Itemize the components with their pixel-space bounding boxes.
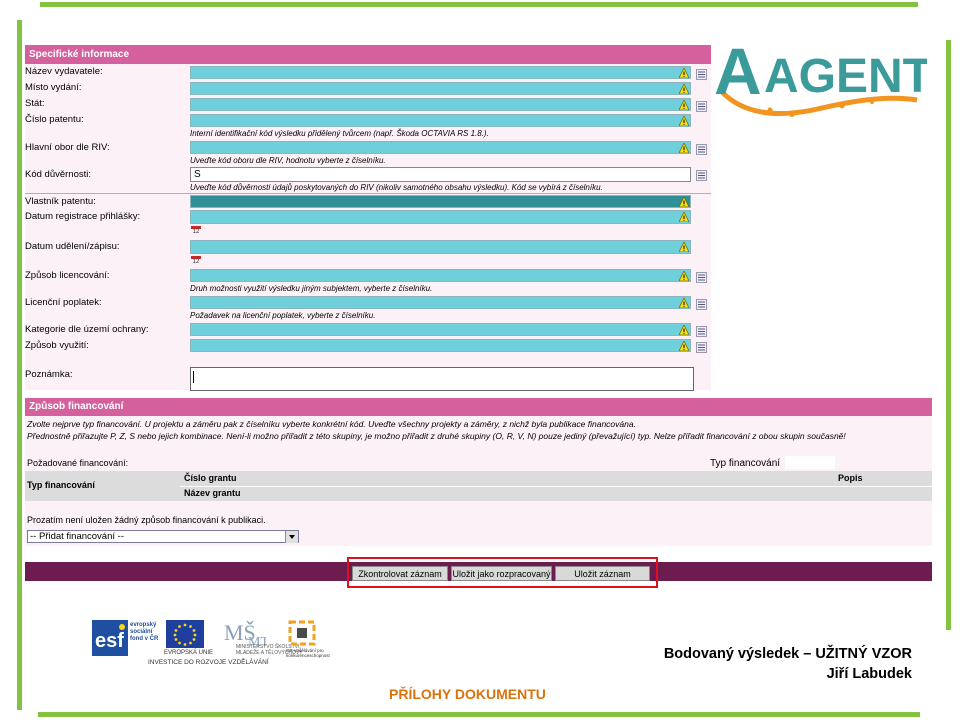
zpusob-licencovani-label: Způsob licencování: (25, 270, 110, 281)
nazev-vydavatele-label: Název vydavatele: (25, 66, 103, 77)
investice-text: INVESTICE DO ROZVOJE VZDĚLÁVÁNÍ (148, 659, 269, 666)
licencni-poplatek-field[interactable] (190, 296, 691, 309)
datum-registrace-label: Datum registrace přihlášky: (25, 211, 141, 222)
eu-text: EVROPSKÁ UNIE (164, 650, 214, 656)
col-cislo-grantu: Číslo grantu (184, 473, 237, 483)
warning-icon (679, 68, 689, 78)
vlastnik-patentu-label: Vlastník patentu: (25, 196, 96, 207)
cislo-patentu-field[interactable] (190, 114, 691, 127)
misto-vydani-label: Místo vydání: (25, 82, 82, 93)
frame-right-line (946, 40, 951, 630)
col-typ-financovani: Typ financování (27, 480, 95, 490)
save-record-button[interactable]: Uložit záznam (555, 566, 650, 581)
check-record-button[interactable]: Zkontrolovat záznam (352, 566, 448, 581)
add-financing-select[interactable] (27, 530, 299, 543)
op-vk-text: OP Vzdělávání pro konkurenceschopnost (286, 648, 330, 658)
kategorie-uzemi-label: Kategorie dle území ochrany: (25, 324, 149, 335)
warning-icon (679, 271, 689, 281)
save-draft-button[interactable]: Uložit jako rozpracovaný (451, 566, 552, 581)
kod-duvernosti-field[interactable]: S (190, 167, 691, 182)
poznamka-textarea[interactable] (190, 367, 694, 391)
warning-icon (679, 84, 689, 94)
zpusob-vyuziti-label: Způsob využití: (25, 340, 89, 351)
list-picker-icon[interactable] (696, 324, 707, 335)
hlavni-obor-field[interactable] (190, 141, 691, 154)
warning-icon (679, 197, 689, 207)
section-title: PŘÍLOHY DOKUMENTU (389, 686, 546, 702)
calendar-icon[interactable]: 12 (191, 226, 201, 236)
hlavni-obor-hint: Uveďte kód oboru dle RIV, hodnotu vyberte z číselníku. (190, 156, 386, 165)
financing-info-2: Přednostně přiřazujte P, Z, S nebo jejich kombinace. Není-li možno přiřadit z této skupiny, je možno přiřadit z druhé skupiny (O, R, V, N) pouze jediný (převažující) typ. Nelze přiřadit financování z obou skupin současně! (27, 431, 846, 441)
frame-bottom-line (38, 712, 920, 717)
licencni-poplatek-hint: Požadavek na licenční poplatek, vyberte z číselníku. (190, 311, 376, 320)
chevron-down-icon[interactable] (285, 531, 298, 543)
zpusob-licencovani-hint: Druh možnosti využití výsledku jiným subjektem, vyberte z číselníku. (190, 284, 433, 293)
datum-registrace-field[interactable] (190, 210, 691, 224)
datum-udeleni-field[interactable] (190, 240, 691, 254)
divider (180, 486, 932, 487)
list-picker-icon[interactable] (696, 297, 707, 308)
list-picker-icon[interactable] (696, 142, 707, 153)
msmt-text: MINISTERSTVO ŠKOLSTVÍ, MLÁDEŽE A TĚLOVÝCHOVY (236, 644, 303, 656)
empty-financing-note: Prozatím není uložen žádný způsob financování k publikaci. (27, 515, 266, 525)
datum-udeleni-label: Datum udělení/zápisu: (25, 241, 120, 252)
stat-label: Stát: (25, 98, 45, 109)
warning-icon (679, 212, 689, 222)
financing-info-1: Zvolte nejprve typ financování. U projektu a záměru pak z číselníku vyberte konkrétní kód. Uveďte všechny projekty a záměry, z nichž byla publikace financována. (27, 419, 636, 429)
typ-financovani-input[interactable] (785, 456, 835, 469)
zpusob-licencovani-field[interactable] (190, 269, 691, 282)
eu-flag-icon (166, 620, 204, 648)
list-picker-icon[interactable] (696, 99, 707, 110)
list-picker-icon[interactable] (696, 168, 707, 179)
cislo-patentu-hint: Interní identifikační kód výsledku přidělený tvůrcem (např. Škoda OCTAVIA RS 1.8.). (190, 129, 489, 138)
warning-icon (679, 242, 689, 252)
pozadovane-financovani-label: Požadované financování: (27, 458, 129, 468)
typ-financovani-right-label: Typ financování (710, 458, 781, 469)
divider (25, 193, 711, 194)
frame-left-line (17, 20, 22, 710)
slide-author: Jiří Labudek (826, 666, 912, 682)
svg-text:MŠ: MŠ (224, 620, 256, 645)
col-nazev-grantu: Název grantu (184, 488, 241, 498)
list-picker-icon[interactable] (696, 270, 707, 281)
warning-icon (679, 116, 689, 126)
frame-top-line (40, 2, 918, 7)
hlavni-obor-label: Hlavní obor dle RIV: (25, 142, 110, 153)
cislo-patentu-label: Číslo patentu: (25, 114, 84, 125)
col-popis: Popis (838, 473, 863, 483)
warning-icon (679, 341, 689, 351)
zpusob-vyuziti-field[interactable] (190, 339, 691, 352)
specific-info-header: Specifické informace (25, 45, 711, 64)
vlastnik-patentu-field[interactable] (190, 195, 691, 208)
list-picker-icon[interactable] (696, 67, 707, 78)
warning-icon (679, 143, 689, 153)
poznamka-label: Poznámka: (25, 369, 73, 380)
nazev-vydavatele-field[interactable] (190, 66, 691, 79)
text-cursor (193, 371, 194, 383)
svg-text:A: A (714, 34, 762, 108)
slide-title: Bodovaný výsledek – UŽITNÝ VZOR (663, 646, 912, 662)
svg-text:MT: MT (248, 635, 266, 648)
warning-icon (679, 298, 689, 308)
svg-text:AGENT: AGENT (764, 50, 927, 103)
licencni-poplatek-label: Licenční poplatek: (25, 297, 102, 308)
calendar-icon[interactable]: 12 (191, 256, 201, 266)
svg-text:esf: esf (95, 630, 124, 652)
financing-header: Způsob financování (25, 398, 932, 416)
list-picker-icon[interactable] (696, 340, 707, 351)
esf-text: evropský sociální fond v ČR (130, 622, 159, 642)
kategorie-uzemi-field[interactable] (190, 323, 691, 336)
kod-duvernosti-hint: Uveďte kód důvěrnosti údajů poskytovaných do RIV (nikoliv samotného obsahu výsledku). Kód se vybírá z číselníku. (190, 183, 603, 192)
warning-icon (679, 100, 689, 110)
misto-vydani-field[interactable] (190, 82, 691, 95)
op-vk-logo (288, 620, 318, 648)
agent-logo (712, 30, 927, 120)
add-financing-select-value: -- Přidat financování -- (30, 531, 124, 542)
kod-duvernosti-label: Kód důvěrnosti: (25, 169, 92, 180)
stat-field[interactable] (190, 98, 691, 111)
warning-icon (679, 325, 689, 335)
